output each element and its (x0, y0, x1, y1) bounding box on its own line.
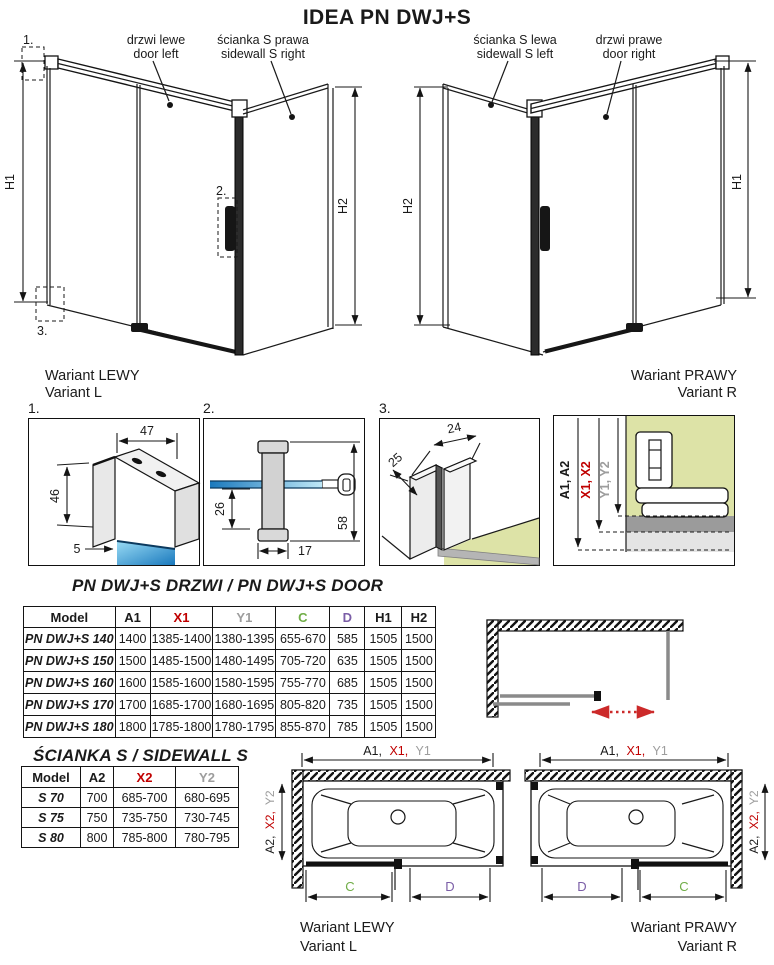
sliding-schematic-drawing (478, 612, 748, 724)
table-header-row (24, 607, 436, 628)
callout-2-label: 2. (216, 184, 227, 198)
dim-a2: A2, (263, 835, 277, 854)
bathtub-plan-left (263, 744, 510, 955)
page-title: IDEA PN DWJ+S (302, 6, 472, 29)
dim-x1: X1, (626, 744, 646, 758)
door-right-label-pl: drzwi prawe (595, 33, 663, 47)
svg-text:Y1, Y2: Y1, Y2 (598, 461, 612, 499)
panel-divider-right (626, 84, 643, 332)
wall-right (731, 770, 742, 888)
col-h1: H1 (365, 607, 402, 628)
dim-c-right (640, 870, 726, 902)
svg-text:A2, X2, Y2 (263, 790, 277, 854)
sidewall-left-leader (488, 61, 508, 108)
h1-label-left: H1 (3, 174, 17, 190)
drain-icon (629, 810, 643, 824)
door-bottom-seal-right (545, 330, 633, 352)
col-a2: A2 (81, 767, 114, 788)
left-variant-caption-en: Variant L (45, 385, 102, 401)
sidewall-right-leader (271, 61, 295, 120)
left-variant-caption-pl: Wariant LEWY (45, 368, 140, 384)
col-c: C (276, 607, 330, 628)
fixed-glass-right-edge (721, 66, 724, 305)
detail-3-drawing (380, 419, 539, 565)
plan-left-caption-en: Variant L (300, 939, 357, 955)
c-label: C (679, 879, 689, 894)
detail-1-number: 1. (28, 400, 40, 416)
dim-a2x2y2-left (263, 784, 282, 860)
wall-top (292, 770, 510, 781)
isometric-views-drawing (0, 0, 774, 400)
c-label: C (345, 879, 355, 894)
col-h2: H2 (402, 607, 436, 628)
dim-y1: Y1 (652, 744, 668, 758)
callout-1-label: 1. (23, 33, 34, 47)
dim-a2: A2, (747, 835, 761, 854)
dim-46 (48, 463, 93, 527)
sidewall-right-variant (443, 84, 543, 355)
col-a1: A1 (115, 607, 150, 628)
door-bottom-seal-left (141, 330, 236, 352)
d-label: D (445, 879, 455, 894)
table-header-row (22, 767, 239, 788)
door-handle-left (225, 206, 235, 251)
bathtub-plan-views (263, 740, 774, 965)
dim-d-left (410, 868, 490, 902)
table-row: PN DWJ+S 160 1600 1585-1600 1580-1595 755-770 685 1505 1500 (24, 672, 436, 694)
junction-bracket-left (232, 100, 247, 117)
handle-mark (594, 691, 601, 701)
table-row: PN DWJ+S 170 1700 1685-1700 1680-1695 805-820 735 1505 1500 (24, 694, 436, 716)
detail-4-drawing (554, 416, 734, 565)
wall-top (487, 620, 683, 631)
left-variant-drawing (3, 33, 362, 401)
fixed-glass-left-edge (47, 66, 50, 305)
junction-profile-right (531, 110, 539, 355)
door-table-heading: PN DWJ+S DRZWI / PN DWJ+S DOOR (72, 576, 384, 595)
svg-text:A1, X1, Y1 (363, 744, 431, 758)
table-row: S 70 700 685-700 680-695 (22, 788, 239, 808)
dim-a1x1y1-right (540, 744, 728, 767)
h2-label-right: H2 (401, 198, 415, 214)
dim-a1: A1, (600, 744, 619, 758)
sidewall-left-label-pl: ścianka S lewa (473, 33, 557, 47)
callout-box-1 (22, 47, 44, 80)
plan-right-caption-en: Variant R (677, 939, 737, 955)
drain-icon (391, 810, 405, 824)
door-left-label-en: door left (133, 47, 179, 61)
detail-2-box (203, 418, 365, 566)
d-label: D (577, 879, 587, 894)
detail-4-box (553, 415, 735, 566)
sidewall-left-label-en: sidewall S left (476, 47, 554, 61)
svg-text:17: 17 (298, 544, 312, 558)
col-model: Model (22, 767, 81, 788)
svg-text:26: 26 (213, 502, 227, 516)
sidewall-right-label-en: sidewall S right (220, 47, 306, 61)
svg-text:25: 25 (385, 450, 406, 470)
svg-text:24: 24 (446, 419, 463, 437)
door-right-label-en: door right (602, 47, 656, 61)
col-y2: Y2 (176, 767, 239, 788)
dim-c-left (306, 870, 392, 902)
col-d: D (330, 607, 365, 628)
panel-divider-left (131, 84, 148, 332)
col-x2: X2 (114, 767, 176, 788)
h2-label-left: H2 (336, 198, 350, 214)
callout-3-label: 3. (37, 324, 48, 338)
table-row: PN DWJ+S 140 1400 1385-1400 1380-1395 655-670 585 1505 1500 (24, 628, 436, 650)
right-variant-caption-pl: Wariant PRAWY (630, 368, 737, 384)
h1-label-right: H1 (730, 174, 744, 190)
screed-light-layer (626, 532, 734, 552)
bathtub-plan-right (525, 744, 765, 955)
detail-2-drawing (204, 419, 364, 565)
dim-x2: X2, (747, 811, 761, 830)
junction-profile-left (235, 110, 243, 355)
dim-a1: A1, (363, 744, 382, 758)
dim-a2x2y2-right (747, 784, 765, 860)
detail-1-drawing (29, 419, 199, 565)
tub-rim (531, 781, 731, 866)
table-row: PN DWJ+S 180 1800 1785-1800 1780-1795 855-870 785 1505 1500 (24, 716, 436, 738)
detail-3-box (379, 418, 540, 566)
svg-text:A1, A2: A1, A2 (558, 460, 572, 500)
dim-x1: X1, (389, 744, 409, 758)
col-model: Model (24, 607, 116, 628)
plan-right-caption-pl: Wariant PRAWY (630, 920, 737, 936)
dim-17 (258, 543, 312, 559)
col-y1: Y1 (213, 607, 276, 628)
h2-dimension-left (335, 87, 362, 325)
door-dimensions-table (23, 606, 436, 738)
dim-y2: Y2 (263, 790, 277, 806)
sidewall-table-heading: ŚCIANKA S / SIDEWALL S (33, 746, 249, 765)
h1-dimension-left (3, 61, 48, 302)
right-variant-caption-en: Variant R (677, 385, 737, 401)
sidewall-right-label-pl: ścianka S prawa (217, 33, 309, 47)
sidewall-dimensions-table (21, 766, 239, 848)
detail-1-box (28, 418, 200, 566)
dim-y1: Y1 (415, 744, 431, 758)
table-row: S 75 750 735-750 730-745 (22, 808, 239, 828)
wall-left (292, 770, 303, 888)
handle-section (258, 441, 288, 541)
dim-x2: X2, (263, 811, 277, 830)
h1-dimension-right (714, 61, 756, 298)
dim-26 (213, 489, 250, 529)
dim-a1x1y1-left (302, 744, 493, 767)
wall-top (525, 770, 742, 781)
svg-text:58: 58 (336, 516, 350, 530)
svg-text:X1, X2: X1, X2 (579, 461, 593, 499)
right-variant-drawing (401, 33, 756, 401)
svg-text:5: 5 (73, 542, 81, 556)
rail-cap-right (716, 56, 729, 69)
door-handle-right (540, 206, 550, 251)
svg-text:A2, X2, Y2 (747, 790, 761, 854)
tub-rim (303, 781, 503, 866)
dim-d-right (542, 868, 622, 902)
col-x1: X1 (150, 607, 213, 628)
detail-2-number: 2. (203, 400, 215, 416)
svg-text:46: 46 (48, 489, 62, 503)
dim-y2: Y2 (747, 790, 761, 806)
table-row: PN DWJ+S 150 1500 1485-1500 1480-1495 705-720 635 1505 1500 (24, 650, 436, 672)
sidewall-left-variant (243, 84, 333, 355)
table-row: S 80 800 785-800 780-795 (22, 828, 239, 848)
detail-3-number: 3. (379, 400, 391, 416)
plan-left-caption-pl: Wariant LEWY (300, 920, 395, 936)
screed-dark-layer (626, 516, 734, 532)
svg-text:47: 47 (140, 424, 154, 438)
svg-text:A1, X1, Y1 (600, 744, 668, 758)
door-left-label-pl: drzwi lewe (126, 33, 186, 47)
